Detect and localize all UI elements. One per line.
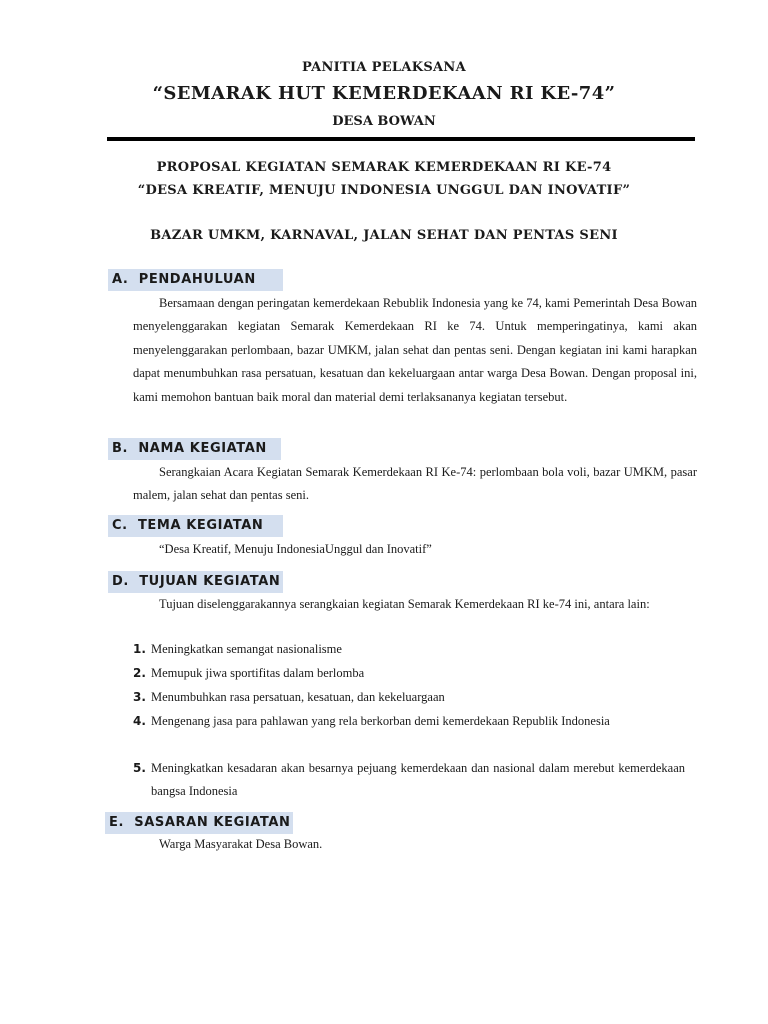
list-text: Meningkatkan kesadaran akan besarnya pejuang kemerdekaan dan nasional dalam merebut kemerdekaan bangsa Indonesia xyxy=(151,761,685,799)
section-heading-c xyxy=(108,515,283,537)
list-item xyxy=(133,710,685,733)
list-text: Memupuk jiwa sportifitas dalam berlomba xyxy=(151,666,365,680)
event-title: “SEMARAK HUT KEMERDEKAAN RI KE-74” xyxy=(152,83,616,104)
list-number: 4. xyxy=(133,714,146,728)
section-body-a xyxy=(133,292,697,409)
section-text-e: Warga Masyarakat Desa Bowan. xyxy=(159,837,323,851)
section-letter-c: C. xyxy=(112,518,128,533)
section-letter-e: E. xyxy=(109,815,125,830)
section-body-b xyxy=(133,461,697,508)
list-number: 3. xyxy=(133,690,146,704)
section-letter-a: A. xyxy=(112,272,129,287)
section-heading-d xyxy=(108,571,283,593)
section-text-d: Tujuan diselenggarakannya serangkaian kegiatan Semarak Kemerdekaan RI ke-74 ini, antara lain: xyxy=(159,597,650,611)
list-item xyxy=(133,686,685,709)
section-title-e: SASARAN KEGIATAN xyxy=(134,815,291,830)
section-heading-b xyxy=(108,438,281,460)
list-number: 5. xyxy=(133,761,146,775)
list-item xyxy=(133,662,685,685)
list-item xyxy=(133,638,685,661)
activities-title: BAZAR UMKM, KARNAVAL, JALAN SEHAT DAN PENTAS SENI xyxy=(150,228,618,243)
section-text-b: Serangkaian Acara Kegiatan Semarak Kemerdekaan RI Ke-74: perlombaan bola voli, bazar UMKM, pasar malem, jalan sehat dan pentas seni. xyxy=(133,465,697,503)
section-letter-b: B. xyxy=(112,441,129,456)
committee-heading: PANITIA PELAKSANA xyxy=(301,60,466,75)
theme-title: “DESA KREATIF, MENUJU INDONESIA UNGGUL DAN INOVATIF” xyxy=(137,183,631,198)
section-title-b: NAMA KEGIATAN xyxy=(138,441,267,456)
section-heading-e xyxy=(105,812,293,834)
section-title-c: TEMA KEGIATAN xyxy=(137,518,264,533)
village-heading: DESA BOWAN xyxy=(332,114,436,129)
section-heading-a xyxy=(108,269,283,291)
header-divider xyxy=(107,137,695,141)
section-intro-d xyxy=(133,593,697,616)
section-text-a: Bersamaan dengan peringatan kemerdekaan Rebublik Indonesia yang ke 74, kami Pemerintah Desa Bowan menyelenggarakan kegiatan Semarak Kemerdekaan RI ke 74. Untuk memperingatinya, kami akan menyelenggarakan perlombaan, bazar UMKM, jalan sehat dan pentas seni. Dengan kegiatan ini kami harapkan dapat menumbuhkan rasa persatuan, kesatuan dan kekeluargaan antar warga Desa Bowan. Dengan proposal ini, kami memohon bantuan baik moral dan material demi terlaksananya kegiatan tersebut. xyxy=(133,296,697,404)
proposal-title: PROPOSAL KEGIATAN SEMARAK KEMERDEKAAN RI KE-74 xyxy=(156,160,612,175)
section-text-c: “Desa Kreatif, Menuju IndonesiaUnggul dan Inovatif” xyxy=(159,542,432,556)
list-text: Meningkatkan semangat nasionalisme xyxy=(151,642,342,656)
list-item xyxy=(133,757,685,804)
list-text: Menumbuhkan rasa persatuan, kesatuan, dan kekeluargaan xyxy=(151,690,445,704)
list-number: 1. xyxy=(133,642,146,656)
list-text: Mengenang jasa para pahlawan yang rela berkorban demi kemerdekaan Republik Indonesia xyxy=(151,714,610,728)
section-letter-d: D. xyxy=(112,574,129,589)
section-title-a: PENDAHULUAN xyxy=(138,272,256,287)
list-number: 2. xyxy=(133,666,146,680)
section-title-d: TUJUAN KEGIATAN xyxy=(139,574,281,589)
